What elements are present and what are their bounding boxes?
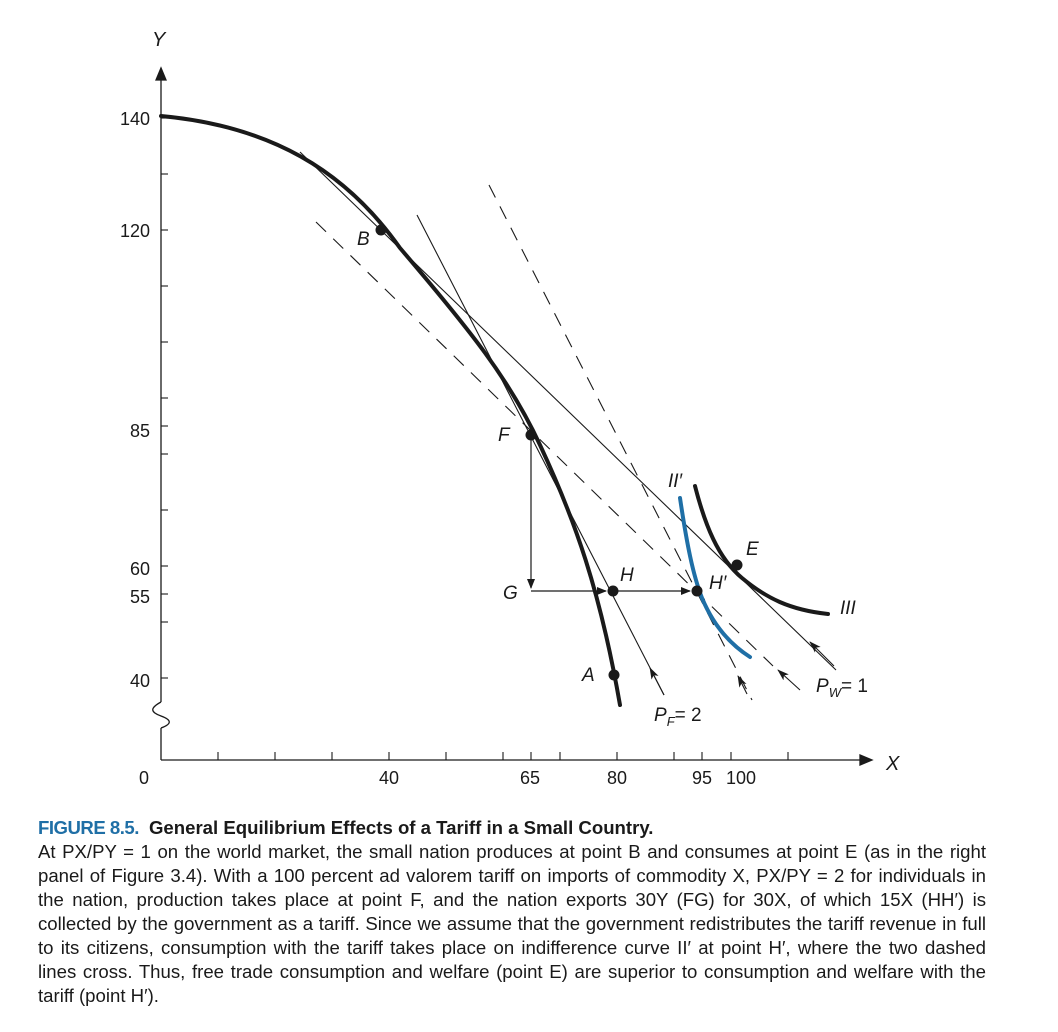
y-tick-label: 120 xyxy=(119,221,150,241)
x-tick-label: 95 xyxy=(691,768,713,788)
pw-label xyxy=(816,676,868,700)
point-h-marker xyxy=(608,586,619,597)
x-tick-label: 100 xyxy=(725,768,757,788)
production-frontier-curve xyxy=(161,116,620,705)
point-f-label: F xyxy=(498,425,510,446)
pf-label xyxy=(654,705,702,729)
x-tick-label: 65 xyxy=(519,768,541,788)
point-hprime-marker xyxy=(692,586,703,597)
y-tick-label: 40 xyxy=(129,671,150,691)
pw-value: = 1 xyxy=(840,676,868,697)
y-tick-label: 85 xyxy=(129,421,150,441)
x-tick-marks xyxy=(218,752,788,760)
point-e-label: E xyxy=(746,539,759,560)
curve-iii-label: III xyxy=(840,598,856,619)
figure-title: General Equilibrium Effects of a Tariff in a Small Country. xyxy=(148,817,654,838)
figure-number: FIGURE 8.5. xyxy=(38,817,139,838)
y-axis xyxy=(153,68,170,760)
y-tick-label: 140 xyxy=(119,109,150,129)
x-axis-name: X xyxy=(886,753,900,775)
caption-heading xyxy=(38,816,986,840)
point-f-marker xyxy=(526,430,537,441)
dashed-arrow-left xyxy=(778,670,800,690)
pf-p: P xyxy=(654,705,667,726)
point-hprime-label: H′ xyxy=(709,573,727,594)
point-g-label: G xyxy=(503,583,518,604)
pf-subscript: F xyxy=(666,714,675,729)
figure-caption xyxy=(38,816,986,1008)
origin-label: 0 xyxy=(139,768,150,788)
point-h-label: H xyxy=(620,565,634,586)
point-b-label: B xyxy=(357,229,370,250)
caption-body: At PX/PY = 1 on the world market, the small nation produces at point B and consumes at point E (as in the right panel of Figure 3.4). With a 100 percent ad valorem tariff on imports of commodity X, PX/PY = 2 for individuals in the nation, production takes place at point F, and the nation exports 30Y (FG) for 30X, of which 15X (HH′) is collected by the government as a tariff. Since we assume that the government redistributes the tariff revenue in full to its citizens, consumption with the tariff takes place on indifference curve II′ at point H′, where the two dashed lines cross. Thus, free trade consumption and welfare (point E) are superior to consumption and welfare with the tariff (point H′). xyxy=(38,841,986,1006)
point-a-label: A xyxy=(582,665,595,686)
x-tick-label: 80 xyxy=(606,768,628,788)
pf-arrow xyxy=(650,668,664,695)
dashed-arrow-right xyxy=(738,676,747,694)
indifference-curve-iii xyxy=(695,486,828,614)
point-a-marker xyxy=(609,670,620,681)
dashed-line-pf-through-hprime xyxy=(489,185,752,700)
y-tick-marks xyxy=(161,118,168,678)
y-axis-name: Y xyxy=(152,29,166,51)
y-tick-label: 55 xyxy=(129,587,150,607)
pw-subscript: W xyxy=(828,685,841,700)
y-tick-label: 60 xyxy=(129,559,150,579)
x-axis xyxy=(161,755,872,765)
point-e-marker xyxy=(732,560,743,571)
pw-p: P xyxy=(816,676,829,697)
domestic-price-line-pf2 xyxy=(417,215,664,695)
pf-value: = 2 xyxy=(674,705,702,726)
x-tick-label: 40 xyxy=(378,768,400,788)
curve-ii-prime-label: II′ xyxy=(668,471,683,492)
pw-arrow xyxy=(810,642,834,666)
point-b-marker xyxy=(376,225,387,236)
